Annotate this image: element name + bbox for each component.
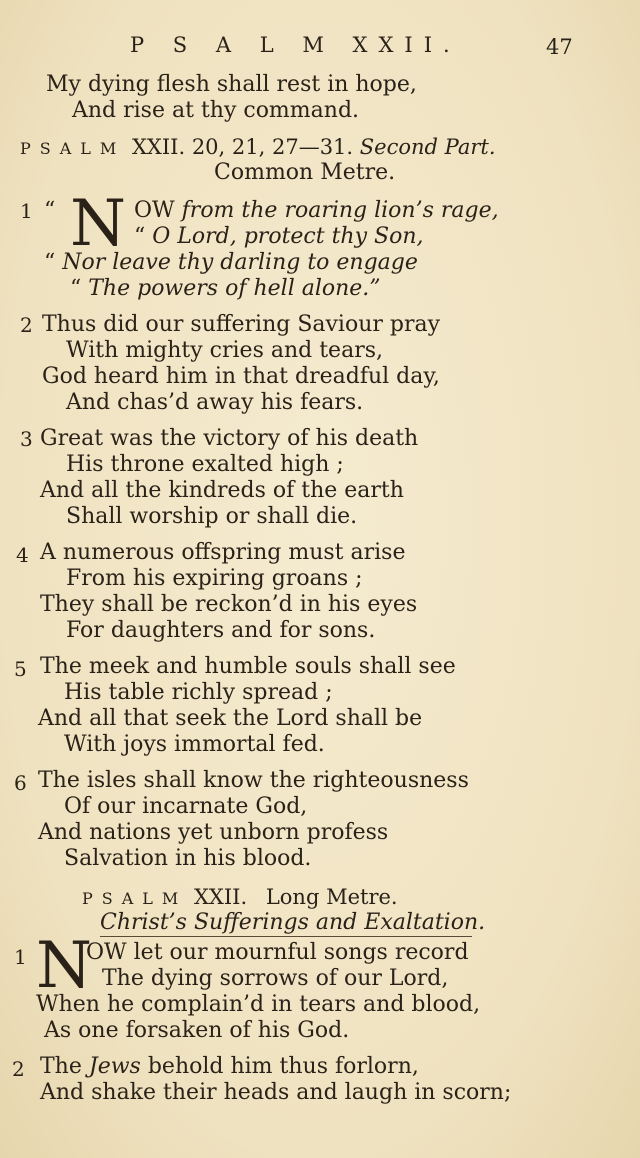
verse-line: Great was the victory of his death	[40, 426, 419, 451]
part3-v2-line-1-post: behold him thus forlorn,	[147, 1054, 419, 1079]
part3-heading-psalm: PSALM	[82, 889, 188, 908]
verse-line: And all the kindreds of the earth	[40, 478, 404, 503]
part3-v1-line-2: The dying sorrows of our Lord,	[102, 966, 449, 991]
part3-subtitle: Christ’s Sufferings and Exaltation.	[100, 910, 486, 935]
part2-heading-part: Second Part.	[359, 135, 496, 159]
prev-ending-line-2: And rise at thy command.	[72, 98, 360, 123]
verse-line: The meek and humble souls shall see	[40, 654, 456, 679]
part3-v1-line-1: OW let our mournful songs record	[86, 940, 469, 965]
verse-line: His throne exalted high ;	[66, 452, 344, 477]
part2-heading-ref: XXII. 20, 21, 27—31.	[131, 135, 354, 159]
part3-v1-line-3: When he complain’d in tears and blood,	[36, 992, 481, 1017]
verse-line: And chas’d away his fears.	[66, 390, 364, 415]
part3-heading	[82, 884, 398, 912]
verse-number: 3	[20, 427, 33, 451]
verse-number: 2	[20, 313, 33, 337]
part2-v1-line-2-text: O Lord, protect thy Son,	[152, 224, 424, 249]
verse-number: 6	[14, 771, 27, 795]
verse-line: A numerous offspring must arise	[40, 540, 406, 565]
verse-number: 1	[14, 945, 27, 969]
verse-line: They shall be reckon’d in his eyes	[40, 592, 418, 617]
verse-number: 5	[14, 657, 27, 681]
verse-number: 4	[16, 543, 29, 567]
part2-heading-psalm: PSALM	[20, 139, 126, 158]
part3-v1-line-4: As one forsaken of his God.	[44, 1018, 350, 1043]
verse-line: God heard him in that dreadful day,	[42, 364, 440, 389]
part2-v1-line-1-caps: OW	[134, 198, 175, 223]
part2-v1-line-1-text: from the roaring lion’s rage,	[181, 198, 499, 223]
verse-line: Shall worship or shall die.	[66, 504, 358, 529]
part2-v1-line-3	[44, 250, 418, 276]
part2-v1-line-4	[70, 276, 381, 302]
page-number: 47	[546, 35, 573, 59]
quote-mark: “	[44, 250, 56, 275]
verse-line: With joys immortal fed.	[64, 732, 325, 757]
verse-line: His table richly spread ;	[64, 680, 333, 705]
part3-v2-line-1-jews: Jews	[88, 1054, 141, 1079]
part3-v2-line-1	[40, 1054, 419, 1080]
part2-heading	[20, 134, 496, 162]
part3-v2-line-2: And shake their heads and laugh in scorn;	[40, 1080, 512, 1105]
part2-v1-line-3-text: Nor leave thy darling to engage	[62, 250, 418, 275]
verse-line: And nations yet unborn profess	[38, 820, 389, 845]
part2-metre: Common Metre.	[214, 160, 396, 185]
verse-line: And all that seek the Lord shall be	[38, 706, 423, 731]
subtitle-rule	[100, 936, 472, 937]
part3-heading-metre: Long Metre.	[265, 885, 398, 909]
drop-cap: N	[70, 187, 126, 261]
quote-mark: “	[44, 198, 56, 223]
verse-line: Salvation in his blood.	[64, 846, 312, 871]
verse-line: From his expiring groans ;	[66, 566, 363, 591]
prev-ending-line-1: My dying flesh shall rest in hope,	[46, 72, 417, 97]
verse-line: Thus did our suffering Saviour pray	[42, 312, 441, 337]
part2-v1-line-1	[134, 198, 499, 224]
verse-line: Of our incarnate God,	[64, 794, 308, 819]
part2-v1-line-2	[134, 224, 424, 250]
verse-number: 2	[12, 1057, 25, 1081]
quote-mark: “	[134, 224, 146, 249]
verse-line: For daughters and for sons.	[66, 618, 376, 643]
part3-heading-ref: XXII.	[193, 885, 248, 909]
verse-line: With mighty cries and tears,	[66, 338, 383, 363]
drop-cap: N	[36, 929, 92, 1003]
part2-v1-line-4-text: The powers of hell alone.”	[88, 276, 381, 301]
quote-mark: “	[70, 276, 82, 301]
verse-line: The isles shall know the righteousness	[38, 768, 469, 793]
part3-v2-line-1-pre: The	[40, 1054, 82, 1079]
verse-number: 1	[20, 199, 33, 223]
running-title: P S A L M XXII.	[130, 33, 461, 57]
